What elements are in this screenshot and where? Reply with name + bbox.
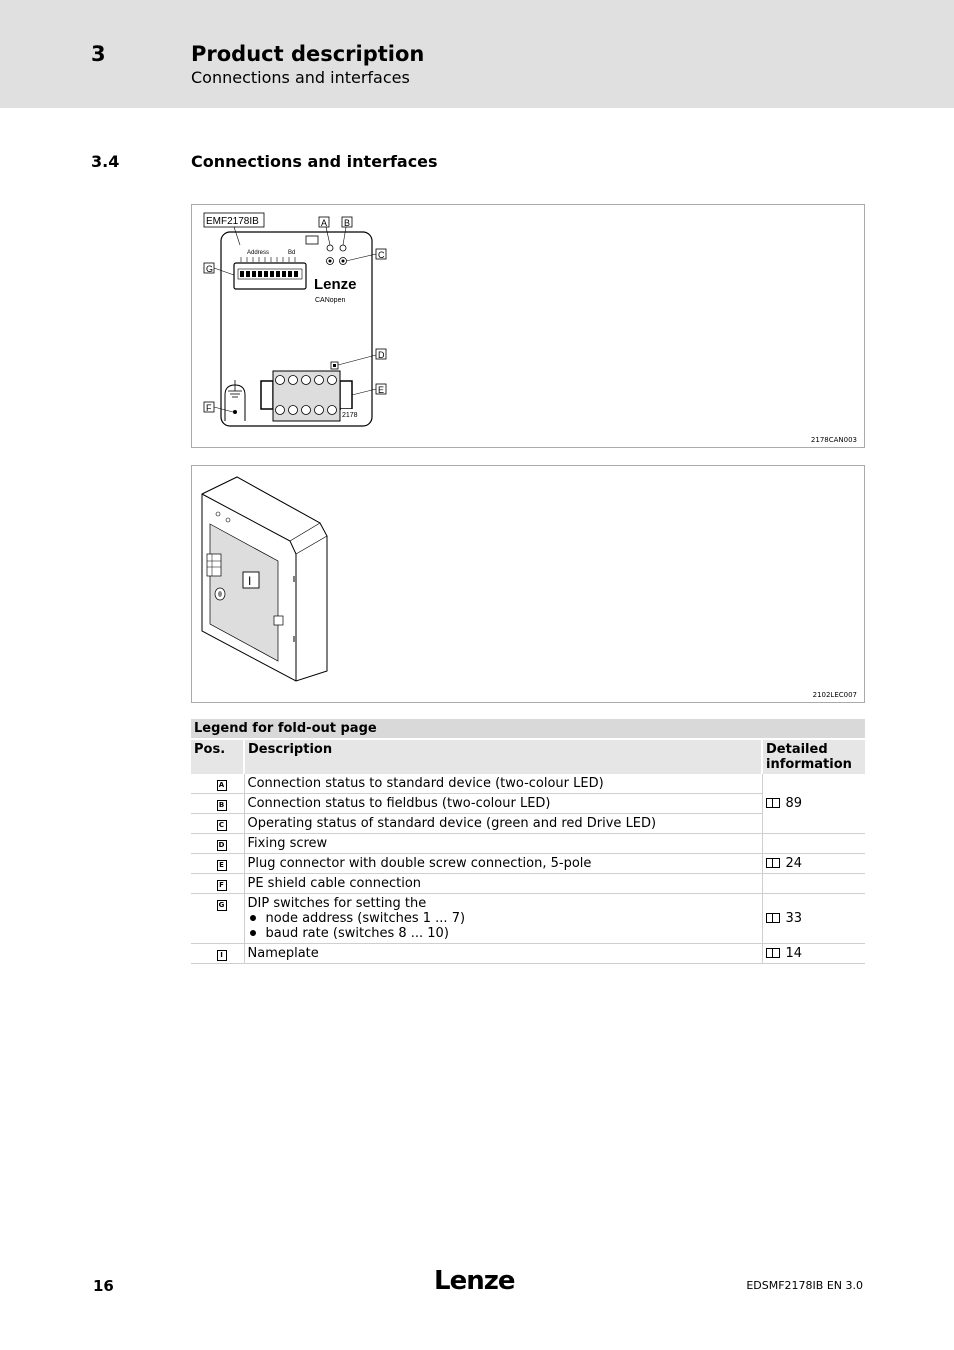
terminal-number: 2178 (342, 412, 358, 419)
callout-b: B (344, 218, 351, 228)
bullet-icon (250, 930, 256, 936)
book-icon (766, 858, 780, 868)
table-row (191, 834, 865, 854)
chapter-title: Product description (191, 42, 425, 66)
pos-key: A (217, 780, 227, 791)
row-description: Operating status of standard device (green and red Drive LED) (244, 814, 762, 834)
callout-a: A (321, 218, 328, 228)
page-reference: 24 (785, 856, 803, 871)
col-header-detail: Detailed information (762, 739, 865, 774)
table-row (191, 774, 865, 794)
row-description: Connection status to fieldbus (two-colour LED) (244, 794, 762, 814)
address-label: Address (247, 250, 270, 256)
table-row (191, 854, 865, 874)
bd-label: Bd (288, 250, 296, 256)
table-row (191, 874, 865, 894)
table-row (191, 944, 865, 964)
pos-key: C (217, 820, 227, 831)
pos-key: B (217, 800, 227, 811)
footer-brand-logo: Lenze (434, 1266, 515, 1296)
row-description: PE shield cable connection (244, 874, 762, 894)
callout-d: D (378, 350, 385, 360)
device-brand-logo: Lenze (314, 276, 357, 293)
legend-table (191, 719, 865, 964)
bullet-icon (250, 915, 256, 921)
chapter-header (0, 0, 954, 108)
bullet-item: baud rate (switches 8 ... 10) (248, 926, 759, 941)
callout-i: I (248, 574, 252, 588)
bus-name: CANopen (315, 297, 346, 304)
section-title: Connections and interfaces (191, 152, 438, 171)
table-row (191, 894, 865, 944)
chapter-number: 3 (91, 42, 106, 66)
callout-c: C (378, 250, 385, 260)
front-view-drawing (192, 205, 864, 447)
front-view-figure (191, 204, 865, 448)
row-description: DIP switches for setting the (247, 896, 427, 911)
callout-f: F (206, 403, 212, 413)
row-description: Fixing screw (244, 834, 762, 854)
row-description: Nameplate (244, 944, 762, 964)
chapter-subtitle: Connections and interfaces (191, 68, 410, 87)
row-description: Plug connector with double screw connection, 5-pole (244, 854, 762, 874)
pos-key: E (217, 860, 227, 871)
book-icon (766, 798, 780, 808)
pos-key: D (217, 840, 227, 851)
row-description: Connection status to standard device (two-colour LED) (244, 774, 762, 794)
page-reference: 14 (785, 946, 803, 961)
page-reference: 33 (785, 911, 803, 926)
pos-key: I (217, 950, 227, 961)
figure1-code: 2178CAN003 (810, 436, 857, 444)
legend-title: Legend for fold-out page (191, 719, 865, 739)
page-number: 16 (93, 1277, 114, 1295)
pos-key: G (217, 900, 227, 911)
book-icon (766, 913, 780, 923)
book-icon (766, 948, 780, 958)
device-label: EMF2178IB (206, 216, 259, 227)
callout-e: E (378, 385, 385, 395)
isometric-view-figure (191, 465, 865, 703)
col-header-description: Description (244, 739, 762, 774)
col-header-pos: Pos. (191, 739, 244, 774)
figure2-code: 2102LEC007 (812, 691, 857, 699)
pos-key: F (217, 880, 227, 891)
document-reference: EDSMF2178IB EN 3.0 (746, 1279, 863, 1292)
page-reference: 89 (785, 796, 803, 811)
isometric-view-drawing (192, 466, 864, 702)
bullet-item: node address (switches 1 ... 7) (248, 911, 759, 926)
callout-g: G (206, 264, 214, 274)
section-number: 3.4 (91, 152, 120, 171)
